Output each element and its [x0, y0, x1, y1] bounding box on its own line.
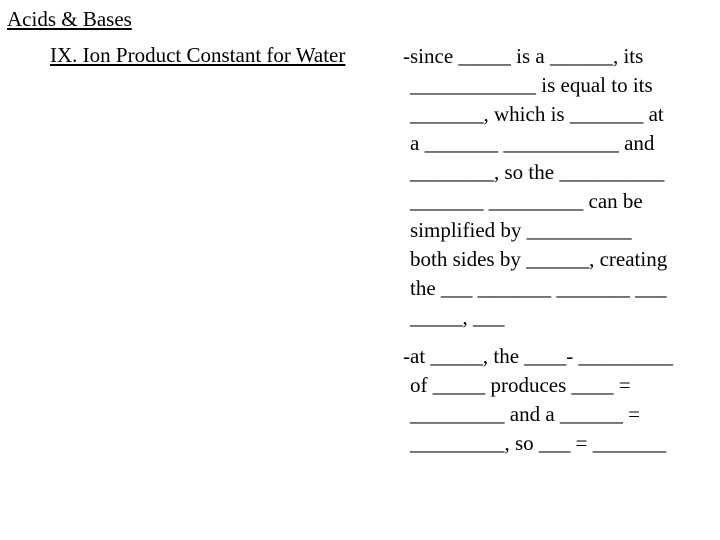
text-line: _________ and a ______ = — [410, 402, 640, 426]
text-line: -since _____ is a ______, its — [403, 44, 644, 68]
text-line: -at _____, the ____- _________ — [403, 344, 674, 368]
fill-in-block-1 — [403, 42, 667, 332]
text-line: ________, so the __________ — [410, 160, 665, 184]
text-line: a _______ ___________ and — [410, 131, 655, 155]
text-line: _____, ___ — [410, 305, 505, 329]
section-heading: IX. Ion Product Constant for Water — [50, 43, 346, 67]
text-line: ____________ is equal to its — [410, 73, 653, 97]
fill-in-block-2 — [403, 342, 673, 458]
text-line: _________, so ___ = _______ — [410, 431, 667, 455]
document-title: Acids & Bases — [7, 7, 132, 31]
text-line: simplified by __________ — [410, 218, 632, 242]
text-line: both sides by ______, creating — [410, 247, 668, 271]
text-line: _______ _________ can be — [410, 189, 643, 213]
text-line: of _____ produces ____ = — [410, 373, 631, 397]
text-line: _______, which is _______ at — [410, 102, 664, 126]
text-line: the ___ _______ _______ ___ — [410, 276, 667, 300]
